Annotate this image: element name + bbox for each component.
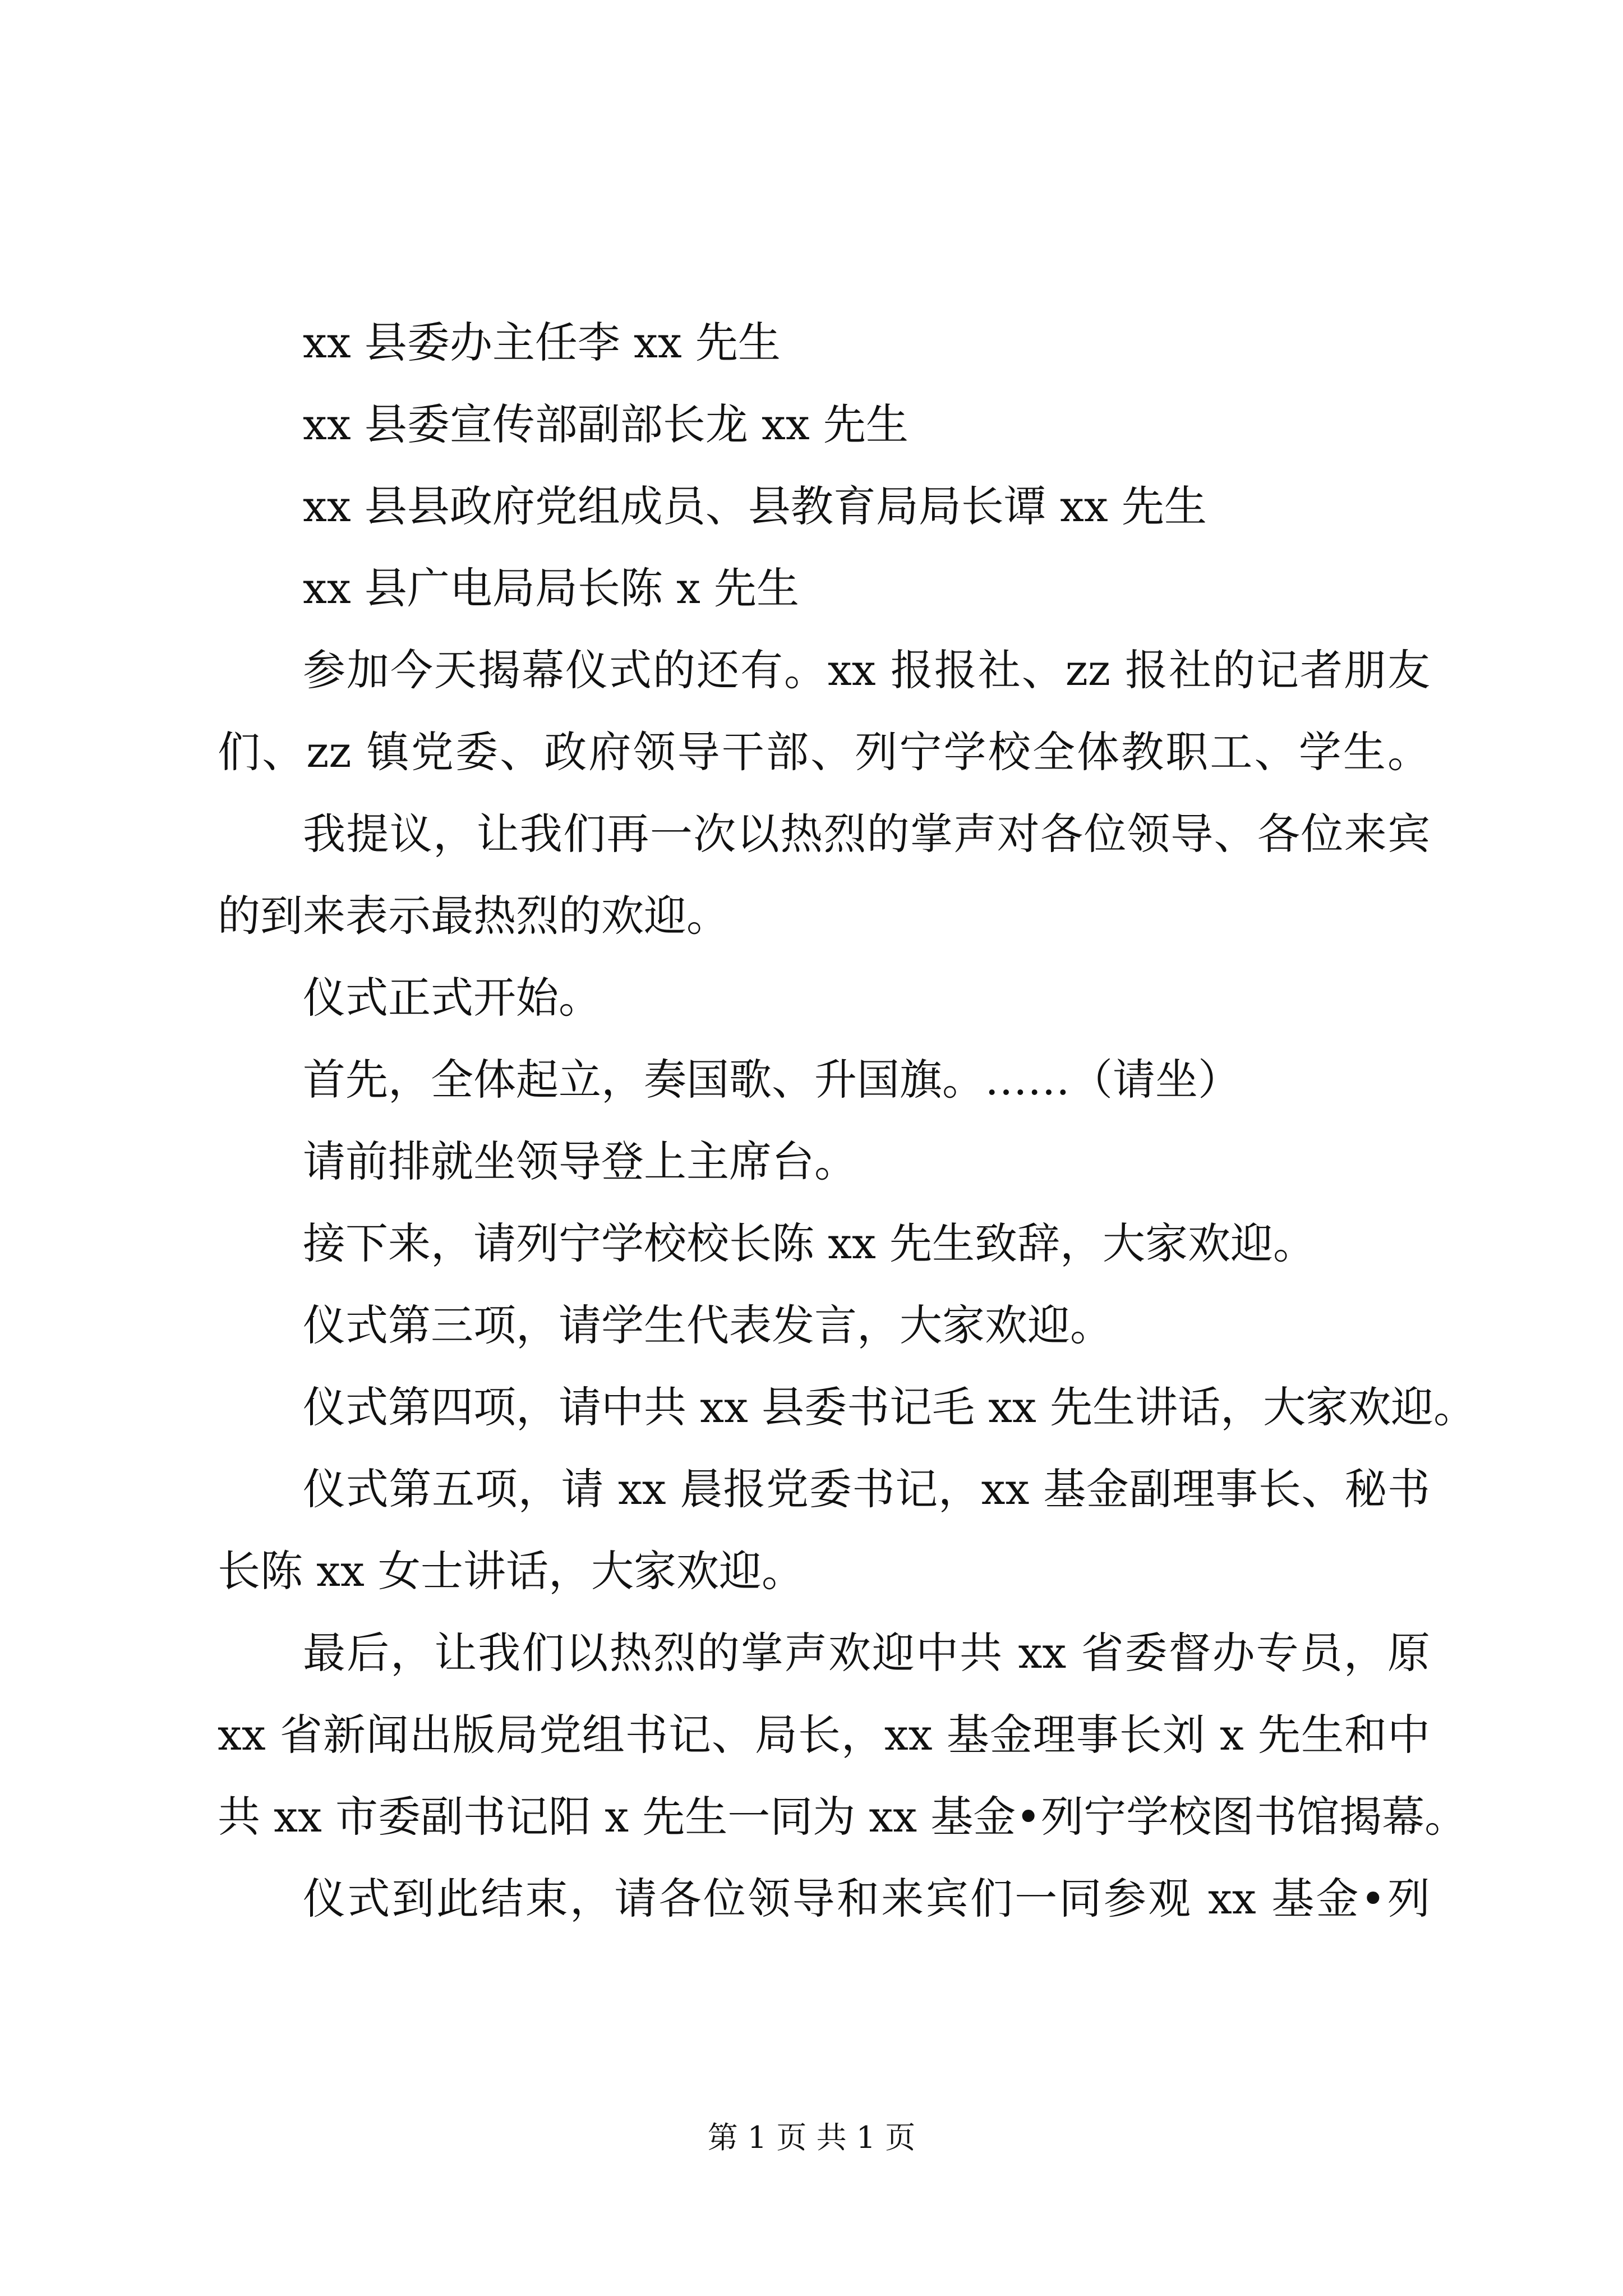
document-body: [218, 302, 1477, 1940]
text-line: 仪式第三项，请学生代表发言，大家欢迎。: [303, 1300, 1113, 1350]
text-line: 仪式第五项，请 xx 晨报党委书记，xx 基金副理事长、秘书: [303, 1464, 1430, 1514]
text-line: 长陈 xx 女士讲话，大家欢迎。: [218, 1546, 805, 1596]
text-line: 共 xx 市委副书记阳 x 先生一同为 xx 基金•列宁学校图书馆揭幕。: [218, 1792, 1468, 1842]
page-footer: 第 1 页 共 1 页: [707, 2120, 916, 2155]
text-line: 请前排就坐领导登上主席台。: [303, 1137, 857, 1186]
text-line: xx 省新闻出版局党组书记、局长，xx 基金理事长刘 x 先生和中: [218, 1710, 1430, 1760]
text-line: 的到来表示最热烈的欢迎。: [218, 891, 729, 941]
text-line: xx 县委宣传部副部长龙 xx 先生: [303, 399, 909, 449]
text-line: 我提议，让我们再一次以热烈的掌声对各位领导、各位来宾: [303, 809, 1430, 859]
text-line: 首先，全体起立，奏国歌、升国旗。……（请坐）: [303, 1055, 1241, 1105]
text-line: xx 县委办主任李 xx 先生: [303, 318, 781, 367]
text-line: 们、zz 镇党委、政府领导干部、列宁学校全体教职工、学生。: [218, 727, 1430, 777]
text-line: 仪式到此结束，请各位领导和来宾们一同参观 xx 基金•列: [303, 1874, 1430, 1924]
text-line: 仪式第四项，请中共 xx 县委书记毛 xx 先生讲话，大家欢迎。: [303, 1382, 1477, 1432]
text-line: xx 县广电局局长陈 x 先生: [303, 563, 800, 613]
text-line: xx 县县政府党组成员、县教育局局长谭 xx 先生: [303, 481, 1207, 531]
text-line: 接下来，请列宁学校校长陈 xx 先生致辞，大家欢迎。: [303, 1218, 1316, 1268]
text-line: 最后，让我们以热烈的掌声欢迎中共 xx 省委督办专员，原: [303, 1628, 1430, 1678]
text-line: 仪式正式开始。: [303, 973, 601, 1023]
text-line: 参加今天揭幕仪式的还有。xx 报报社、zz 报社的记者朋友: [303, 645, 1430, 695]
